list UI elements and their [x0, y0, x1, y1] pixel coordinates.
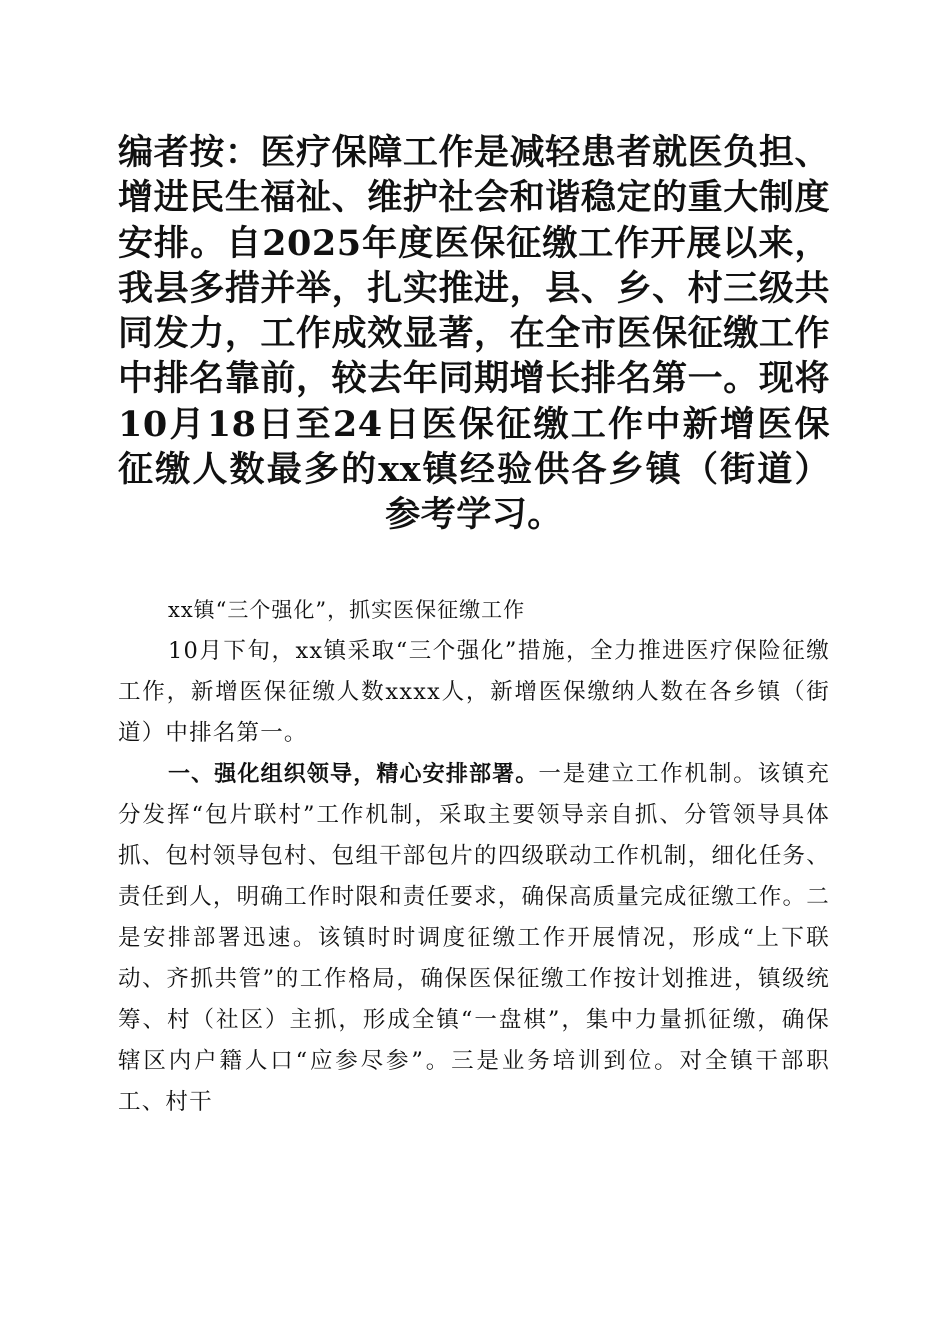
section-1-paragraph [118, 754, 830, 1123]
section-1-body: 一是建立工作机制。该镇充分发挥“包片联村”工作机制，采取主要领导亲自抓、分管领导具体抓、包村领导包村、包组干部包片的四级联动工作机制，细化任务、责任到人，明确工作时限和责任要求，确保高质量完成征缴工作。二是安排部署迅速。该镇时时调度征缴工作开展情况，形成“上下联动、齐抓共管”的工作格局，确保医保征缴工作按计划推进，镇级统筹、村（社区）主抓，形成全镇“一盘棋”，集中力量抓征缴，确保辖区内户籍人口“应参尽参”。三是业务培训到位。对全镇干部职工、村干 [118, 761, 830, 1115]
intro-paragraph: 10月下旬，xx镇采取“三个强化”措施，全力推进医疗保险征缴工作，新增医保征缴人数xxxx人，新增医保缴纳人数在各乡镇（街道）中排名第一。 [118, 638, 830, 746]
article-body [118, 590, 830, 1123]
article-subtitle: xx镇“三个强化”，抓实医保征缴工作 [168, 598, 526, 622]
editor-note: 编者按：医疗保障工作是减轻患者就医负担、增进民生福祉、维护社会和谐稳定的重大制度安排。自2025年度医保征缴工作开展以来，我县多措并举，扎实推进，县、乡、村三级共同发力，工作成效显著，在全市医保征缴工作中排名靠前，较去年同期增长排名第一。现将10月18日至24日医保征缴工作中新增医保征缴人数最多的xx镇经验供各乡镇（街道）参考学习。 [118, 132, 830, 536]
section-1-heading: 一、强化组织领导，精心安排部署。 [168, 762, 539, 787]
